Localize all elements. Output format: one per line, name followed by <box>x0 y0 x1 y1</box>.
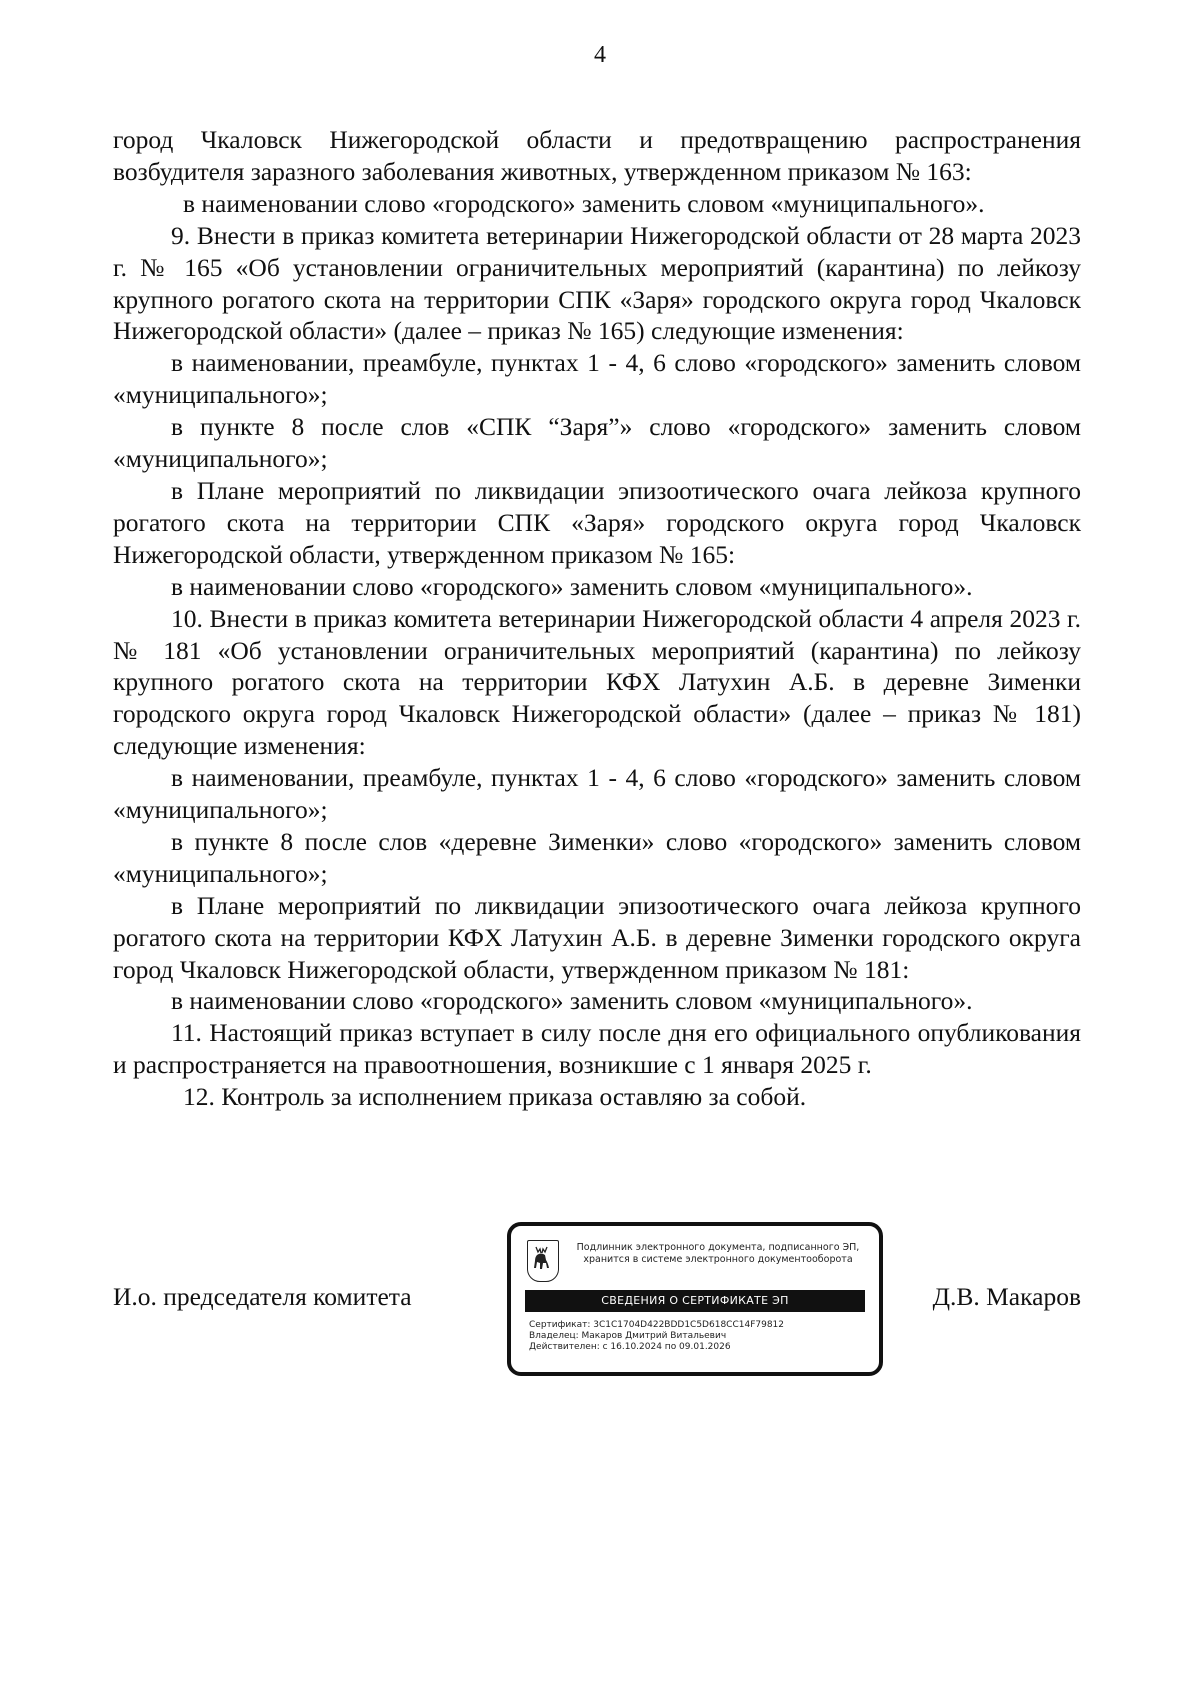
signer-name: Д.В. Макаров <box>932 1282 1081 1311</box>
paragraph: в Плане мероприятий по ликвидации эпизоотического очага лейкоза крупного рогатого скота на территории КФХ Латухин А.Б. в деревне Зименки городского округа город Чкаловск Нижегородской области, утвержденном приказом № 181: <box>113 890 1081 984</box>
document-body <box>113 124 1081 1113</box>
stamp-certificate-number: Сертификат: 3C1C1704D422BDD1C5D618CC14F79812 <box>529 1320 784 1330</box>
paragraph: 12. Контроль за исполнением приказа оставляю за собой. <box>183 1082 807 1112</box>
paragraph: 10. Внести в приказ комитета ветеринарии Нижегородской области 4 апреля 2023 г. № 181 «Об установлении ограничительных мероприятий (карантина) по лейкозу крупного рогатого скота на территории КФХ Латухин А.Б. в деревне Зименки городского округа город Чкаловск Нижегородской области» (далее – приказ № 181) следующие изменения: <box>113 603 1081 761</box>
paragraph: в пункте 8 после слов «СПК “Заря”» слово «городского» заменить словом «муниципального»; <box>113 412 1081 474</box>
paragraph: в наименовании слово «городского» заменить словом «муниципального». <box>183 188 985 218</box>
paragraph: в наименовании, преамбуле, пунктах 1 - 4, 6 слово «городского» заменить словом «муниципального»; <box>113 763 1081 825</box>
stamp-header <box>565 1242 871 1266</box>
stamp-validity: Действителен: с 16.10.2024 по 09.01.2026 <box>529 1342 731 1352</box>
paragraph: в наименовании слово «городского» заменить словом «муниципального». <box>171 986 973 1016</box>
paragraph: в наименовании слово «городского» заменить словом «муниципального». <box>171 571 973 601</box>
coat-of-arms-deer-icon <box>527 1240 559 1282</box>
stamp-header-line: Подлинник электронного документа, подписанного ЭП, <box>576 1242 860 1253</box>
paragraph: 11. Настоящий приказ вступает в силу после дня его официального опубликования и распространяется на правоотношения, возникшие с 1 января 2025 г. <box>113 1018 1081 1080</box>
electronic-signature-stamp <box>507 1222 883 1376</box>
paragraph: в наименовании, преамбуле, пунктах 1 - 4, 6 слово «городского» заменить словом «муниципального»; <box>113 348 1081 410</box>
signature-block <box>113 1222 1081 1382</box>
paragraph: 9. Внести в приказ комитета ветеринарии Нижегородской области от 28 марта 2023 г. № 165 «Об установлении ограничительных мероприятий (карантина) по лейкозу крупного рогатого скота на территории СПК «Заря» городского округа город Чкаловск Нижегородской области» (далее – приказ № 165) следующие изменения: <box>113 220 1081 346</box>
page-number: 4 <box>594 42 606 68</box>
paragraph: город Чкаловск Нижегородской области и предотвращению распространения возбудителя заразного заболевания животных, утвержденном приказом № 163: <box>113 125 1081 186</box>
paragraph: в Плане мероприятий по ликвидации эпизоотического очага лейкоза крупного рогатого скота на территории СПК «Заря» городского округа город Чкаловск Нижегородской области, утвержденном приказом № 165: <box>113 475 1081 569</box>
stamp-owner: Владелец: Макаров Дмитрий Витальевич <box>529 1331 727 1341</box>
paragraph: в пункте 8 после слов «деревне Зименки» слово «городского» заменить словом «муниципального»; <box>113 826 1081 888</box>
stamp-header-line: хранится в системе электронного документооборота <box>583 1254 853 1265</box>
signer-title: И.о. председателя комитета <box>113 1282 412 1311</box>
stamp-certificate-bar: СВЕДЕНИЯ О СЕРТИФИКАТЕ ЭП <box>525 1290 865 1312</box>
stamp-details <box>529 1320 869 1353</box>
